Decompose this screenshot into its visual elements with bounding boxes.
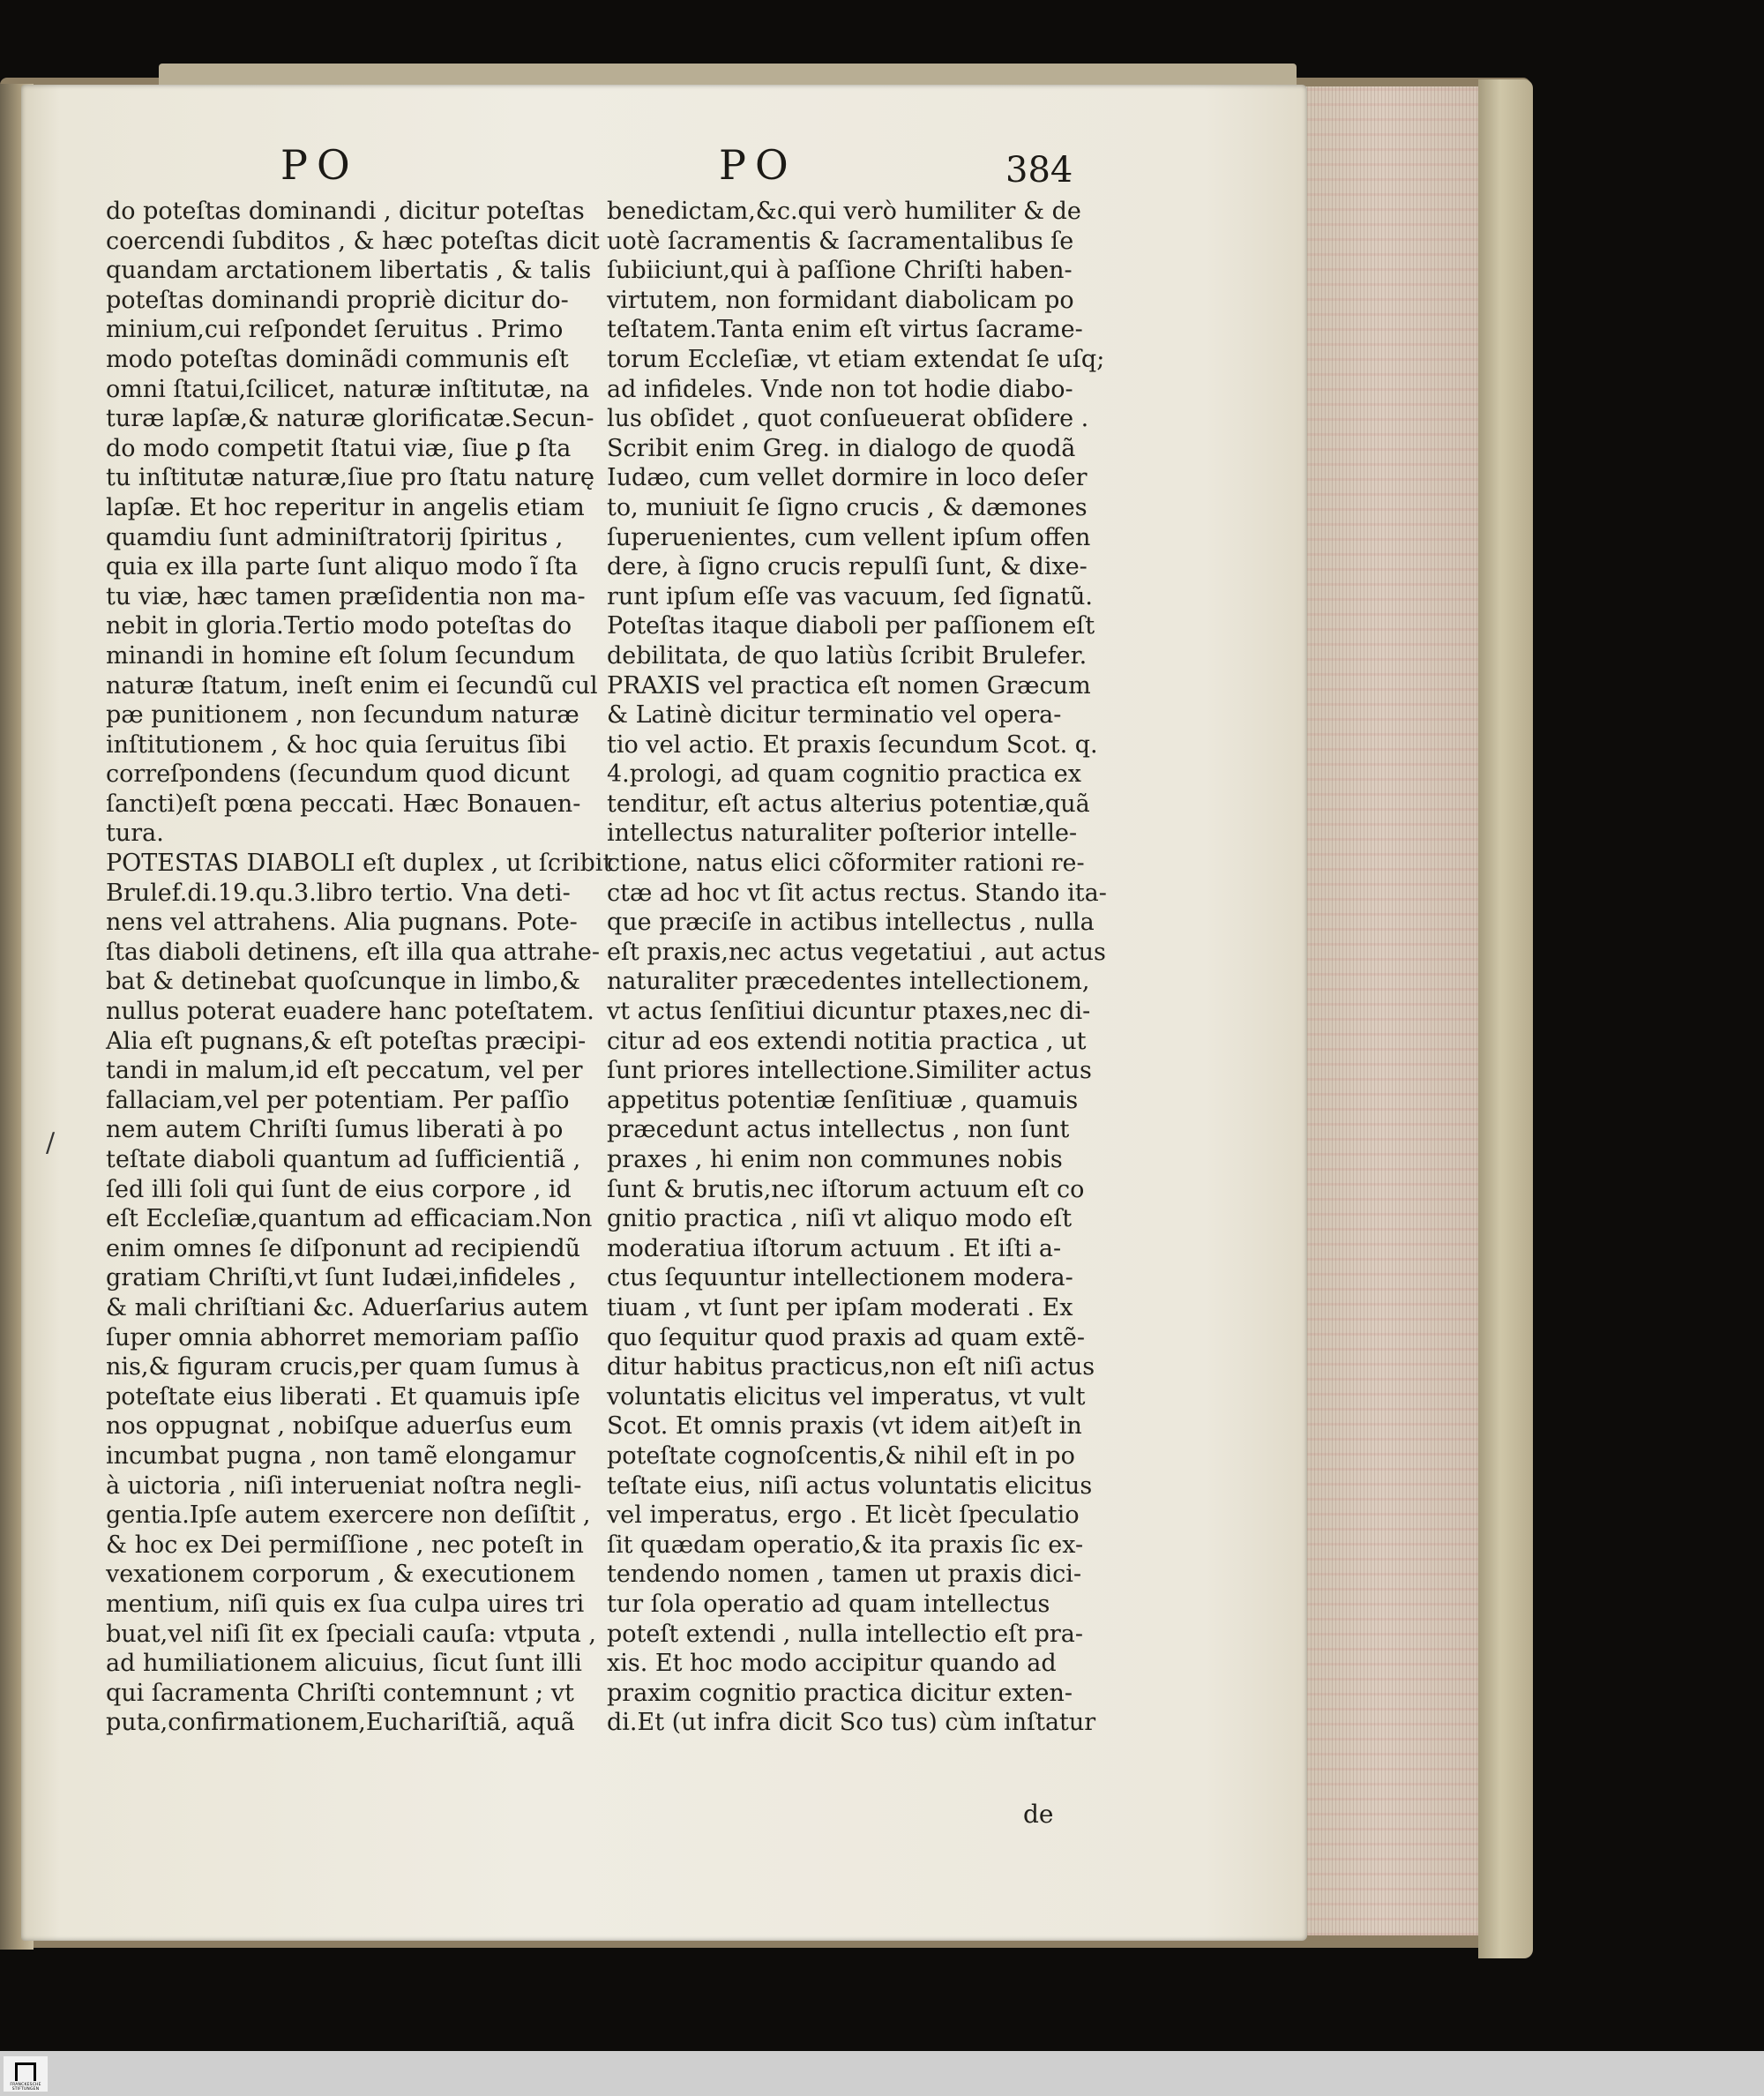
right-column-line: PRAXIS vel practica eſt nomen Græcum <box>607 671 1091 700</box>
margin-mark: / <box>46 1127 56 1158</box>
right-column-line: ctus ſequuntur intellectionem modera- <box>607 1264 1073 1292</box>
right-text-column <box>607 197 1107 1738</box>
right-column-line: appetitus potentiæ ſenſitiuæ , quamuis <box>607 1086 1079 1114</box>
right-column-line: benedictam,&c.qui verò humiliter & de <box>607 198 1081 225</box>
left-column-line: Brulef.di.19.qu.3.libro tertio. Vna deti- <box>106 879 571 907</box>
right-column-line: debilitata, de quo latiùs ſcribit Brulefer. <box>607 641 1088 670</box>
right-column-line: vt actus ſenſitiui dicuntur ptaxes,nec di- <box>607 998 1091 1026</box>
left-column-line: fallaciam,vel per potentiam. Per paſſio <box>106 1086 570 1114</box>
left-column-line: enim omnes ſe diſponunt ad recipiendũ <box>106 1234 581 1262</box>
right-column-line: & Latinè dicitur terminatio vel opera- <box>607 701 1062 730</box>
left-column-line: teſtate diaboli quantum ad ſufficientiã , <box>106 1146 581 1173</box>
left-column-line: puta,confirmationem,Euchariſtiã, aquã <box>106 1709 575 1737</box>
right-column-line: 4.prologi, ad quam cognitio practica ex <box>607 760 1082 789</box>
left-column-line: tu viæ, hæc tamen præſidentia non ma- <box>106 582 586 610</box>
page-number: 384 <box>1005 150 1073 191</box>
right-cover-edge <box>1478 79 1533 1958</box>
left-column-line: naturæ ſtatum, ineſt enim ei ſecundũ cul <box>106 671 598 700</box>
right-column-line: eſt praxis,nec actus vegetatiui , aut actus <box>607 938 1106 966</box>
left-column-line: nis,& figuram crucis,per quam ſumus à <box>106 1353 580 1381</box>
left-column-line: mentium, niſi quis ex ſua culpa uires tri <box>106 1590 585 1618</box>
left-column-line: tura. <box>106 820 164 848</box>
left-column-line: poteſtate eius liberati . Et quamuis ipſe <box>106 1382 580 1411</box>
left-column-line: POTESTAS DIABOLI eſt duplex , ut ſcribit <box>106 850 613 878</box>
left-column-line: turæ lapſæ,& naturæ glorificatæ.Secun- <box>106 405 594 433</box>
left-column-line: ſed illi ſoli qui ſunt de eius corpore , id <box>106 1175 572 1203</box>
left-column-line: do modo competit ſtatui viæ, ſiue ꝑ ſta <box>106 434 572 462</box>
right-column-line: Scribit enim Greg. in dialogo de quodã <box>607 434 1076 462</box>
left-column-line: ſtas diaboli detinens, eſt illa qua attrahe- <box>106 938 600 966</box>
right-column-line: praxes , hi enim non communes nobis <box>607 1146 1063 1173</box>
right-column-line: tur ſola operatio ad quam intellectus <box>607 1590 1050 1618</box>
right-column-line: ſubiiciunt,qui à paſſione Chriſti haben- <box>607 257 1073 285</box>
right-column-line: tiuam , vt ſunt per ipſam moderati . Ex <box>607 1293 1073 1321</box>
right-column-line: citur ad eos extendi notitia practica , ut <box>607 1027 1087 1055</box>
left-column-line: bat & detinebat quoſcunque in limbo,& <box>106 968 581 996</box>
right-column-line: praxim cognitio practica dicitur exten- <box>607 1679 1073 1707</box>
right-column-line: ſunt & brutis,nec iſtorum actuum eſt co <box>607 1175 1085 1203</box>
right-column-line: voluntatis elicitus vel imperatus, vt vult <box>607 1382 1086 1411</box>
left-column-line: quamdiu ſunt adminiſtratorij ſpiritus , <box>106 523 564 551</box>
left-column-line: modo poteſtas dominãdi communis eſt <box>106 345 569 373</box>
left-column-line: omni ſtatui,ſcilicet, naturæ inſtitutæ, na <box>106 375 590 403</box>
running-head-right: PO <box>719 141 797 189</box>
right-column-line: runt ipſum eſſe vas vacuum, ſed ſignatũ. <box>607 582 1093 610</box>
left-column-line: nullus poterat euadere hanc poteſtatem. <box>106 998 594 1026</box>
left-column-line: minium,cui reſpondet ſeruitus . Primo <box>106 316 564 344</box>
right-column-line: tio vel actio. Et praxis ſecundum Scot. q. <box>607 730 1098 759</box>
left-column-line: minandi in homine eſt ſolum ſecundum <box>106 641 576 670</box>
right-column-line: teſtatem.Tanta enim eſt virtus ſacrame- <box>607 316 1083 344</box>
left-column-line: incumbat pugna , non tamẽ elongamur <box>106 1441 576 1470</box>
running-head-left: PO <box>280 141 359 189</box>
right-column-line: intellectus naturaliter poſterior intelle- <box>607 820 1078 848</box>
right-column-line: tenditur, eſt actus alterius potentiæ,quã <box>607 790 1090 818</box>
right-column-line: di.Et (ut infra dicit Sco tus) cùm inſtatur <box>607 1709 1096 1737</box>
left-column-line: coercendi ſubditos , & hæc poteſtas dicit <box>106 227 600 255</box>
right-column-line: Poteſtas itaque diaboli per paſſionem eſt <box>607 612 1095 640</box>
right-column-line: uotè ſacramentis & ſacramentalibus ſe <box>607 227 1074 255</box>
left-column-line: buat,vel niſi ſit ex ſpeciali cauſa: vtputa , <box>106 1620 596 1648</box>
logo-icon <box>15 2062 36 2081</box>
left-column-line: & hoc ex Dei permiſſione , nec poteſt in <box>106 1531 584 1559</box>
right-column-line: ad infideles. Vnde non tot hodie diabo- <box>607 375 1073 403</box>
page-fore-edge <box>1286 86 1478 1935</box>
right-column-line: ſit quædam operatio,& ita praxis ſic ex- <box>607 1531 1084 1559</box>
right-column-line: xis. Et hoc modo accipitur quando ad <box>607 1650 1057 1678</box>
right-column-line: lus obſidet , quot conſueuerat obſidere . <box>607 405 1089 433</box>
left-column-line: qui ſacramenta Chriſti contemnunt ; vt <box>106 1679 574 1707</box>
left-column-line: nebit in gloria.Tertio modo poteſtas do <box>106 612 572 640</box>
right-column-line: teſtate eius, niſi actus voluntatis elicitus <box>607 1471 1093 1500</box>
right-column-line: vel imperatus, ergo . Et licèt ſpeculatio <box>607 1501 1080 1530</box>
right-column-line: præcedunt actus intellectus , non ſunt <box>607 1116 1070 1144</box>
catchword: de <box>1023 1800 1054 1829</box>
left-column-line: nem autem Chriſti ſumus liberati à po <box>106 1116 564 1144</box>
right-column-line: quo ſequitur quod praxis ad quam extẽ- <box>607 1323 1085 1351</box>
right-column-line: ſuperuenientes, cum vellent ipſum offen <box>607 523 1091 551</box>
right-column-line: ſunt priores intellectione.Similiter actus <box>607 1057 1092 1085</box>
right-column-line: poteſtate cognoſcentis,& nihil eſt in po <box>607 1441 1075 1470</box>
right-column-line: dere, à ſigno crucis repulſi ſunt, & dixe- <box>607 553 1088 581</box>
left-column-line: quia ex illa parte ſunt aliquo modo ĩ ſta <box>106 553 579 581</box>
left-column-line: tandi in malum,id eſt peccatum, vel per <box>106 1057 583 1085</box>
left-column-line: à uictoria , niſi interueniat noſtra negli- <box>106 1471 582 1500</box>
left-column-line: & mali chriſtiani &c. Aduerſarius autem <box>106 1293 589 1321</box>
left-column-line: pæ punitionem , non ſecundum naturæ <box>106 701 579 730</box>
right-column-line: ctæ ad hoc vt ſit actus rectus. Stando ita- <box>607 879 1107 907</box>
right-column-line: poteſt extendi , nulla intellectio eſt pra- <box>607 1620 1083 1648</box>
right-column-line: moderatiua iſtorum actuum . Et iſti a- <box>607 1234 1062 1262</box>
left-column-line: correſpondens (ſecundum quod dicunt <box>106 760 570 789</box>
left-column-line: ad humiliationem alicuius, ſicut ſunt illi <box>106 1650 582 1678</box>
left-column-line: do poteſtas dominandi , dicitur poteſtas <box>106 198 585 225</box>
right-column-line: naturaliter præcedentes intellectionem, <box>607 968 1090 996</box>
left-column-line: ſancti)eſt pœna peccati. Hæc Bonauen- <box>106 790 581 818</box>
right-column-line: virtutem, non formidant diabolicam po <box>607 286 1074 314</box>
left-column-line: lapſæ. Et hoc reperitur in angelis etiam <box>106 493 585 521</box>
right-column-line: to, muniuit ſe ſigno crucis , & dæmones <box>607 493 1088 521</box>
left-column-line: Alia eſt pugnans,& eſt poteſtas præcipi- <box>106 1027 587 1055</box>
left-column-line: tu inſtitutæ naturæ,ſiue pro ſtatu naturę <box>106 464 594 492</box>
right-column-line: Scot. Et omnis praxis (vt idem ait)eſt in <box>607 1412 1082 1441</box>
institution-logo <box>4 2056 48 2092</box>
viewer-footer-bar <box>0 2051 1764 2096</box>
logo-text-line1: FRANCKESCHE <box>10 2083 41 2087</box>
right-column-line: torum Eccleſiæ, vt etiam extendat ſe uſq; <box>607 345 1105 373</box>
left-column-line: gratiam Chriſti,vt ſunt Iudæi,infideles , <box>106 1264 577 1292</box>
left-column-line: nens vel attrahens. Alia pugnans. Pote- <box>106 909 578 937</box>
logo-text-line2: STIFTUNGEN <box>11 2087 40 2092</box>
right-column-line: ctione, natus elici cõformiter rationi re- <box>607 850 1085 878</box>
left-column-line: quandam arctationem libertatis , & talis <box>106 257 592 285</box>
left-column-line: vexationem corporum , & executionem <box>106 1561 576 1589</box>
left-text-column <box>106 197 613 1738</box>
right-column-line: ditur habitus practicus,non eſt niſi actus <box>607 1353 1095 1381</box>
left-column-line: gentia.Ipſe autem exercere non deſiſtit , <box>106 1501 591 1530</box>
right-column-line: que præciſe in actibus intellectus , nulla <box>607 909 1095 937</box>
left-column-line: inſtitutionem , & hoc quia ſeruitus ſibi <box>106 730 567 759</box>
left-column-line: ſuper omnia abhorret memoriam paſſio <box>106 1323 579 1351</box>
left-column-line: poteſtas dominandi propriè dicitur do- <box>106 286 569 314</box>
right-column-line: Iudæo, cum vellet dormire in loco deſer <box>607 464 1088 492</box>
right-column-line: tendendo nomen , tamen ut praxis dici- <box>607 1561 1082 1589</box>
left-column-line: eſt Eccleſiæ,quantum ad efficaciam.Non <box>106 1205 593 1233</box>
right-column-line: gnitio practica , niſi vt aliquo modo eſt <box>607 1205 1073 1233</box>
left-column-line: nos oppugnat , nobiſque aduerſus eum <box>106 1412 572 1441</box>
